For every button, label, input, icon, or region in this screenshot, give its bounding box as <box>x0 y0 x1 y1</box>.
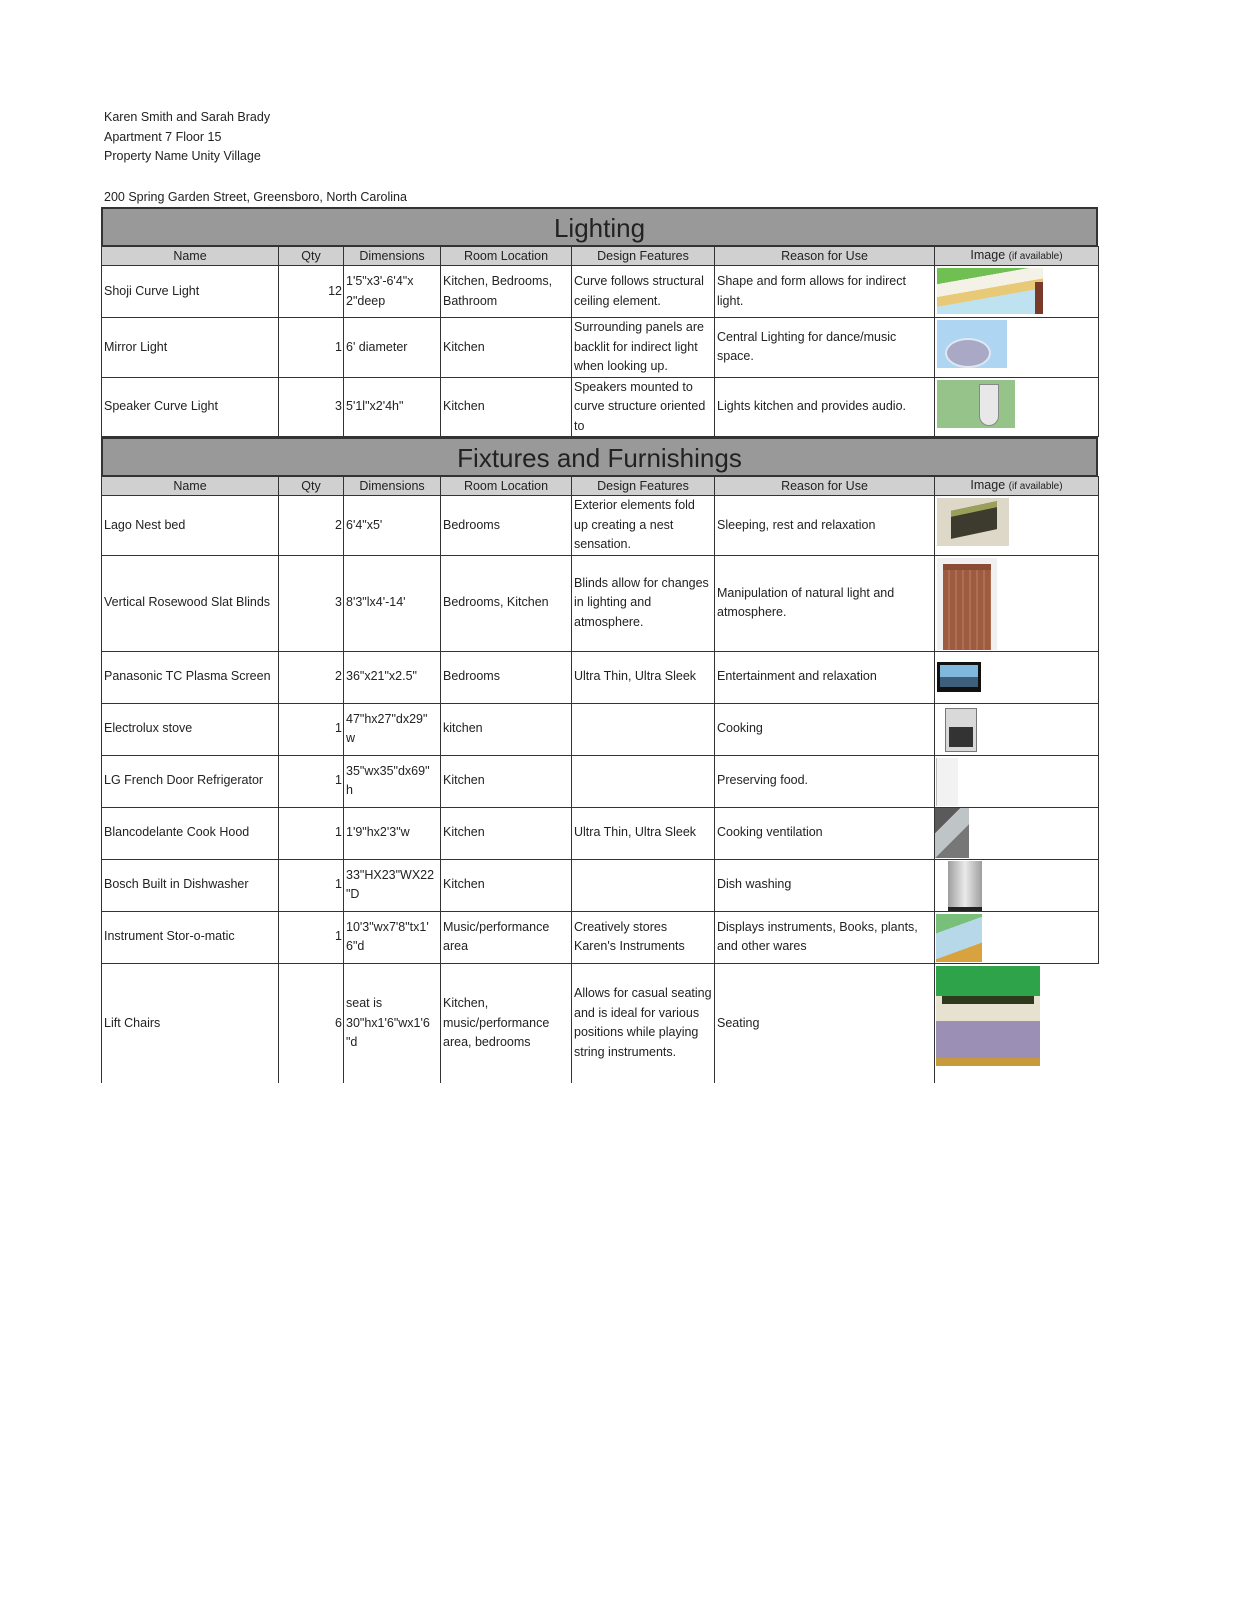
table-row <box>102 377 1099 437</box>
dishwasher-image <box>948 861 982 911</box>
stove-image <box>945 708 977 752</box>
instrument-storage-image <box>936 914 982 962</box>
item-image-cell <box>935 963 1099 1083</box>
item-qty: 1 <box>279 318 344 378</box>
item-image-cell <box>935 755 1099 807</box>
item-design: Allows for casual seating and is ideal for various positions while playing string instruments. <box>572 963 715 1083</box>
lighting-table <box>101 246 1099 437</box>
col-dimensions: Dimensions <box>344 477 441 496</box>
item-room: Bedrooms <box>441 651 572 703</box>
property-name: Property Name Unity Village <box>104 149 261 163</box>
item-reason: Lights kitchen and provides audio. <box>715 377 935 437</box>
item-name: Vertical Rosewood Slat Blinds <box>102 555 279 651</box>
item-dimensions: 6'4"x5' <box>344 496 441 556</box>
item-dimensions: 1'5"x3'-6'4"x 2"deep <box>344 266 441 318</box>
item-dimensions: 10'3"wx7'8"tx1' 6"d <box>344 911 441 963</box>
item-name: Lago Nest bed <box>102 496 279 556</box>
col-image: Image (if available) <box>935 477 1099 496</box>
table-row <box>102 807 1099 859</box>
item-reason: Preserving food. <box>715 755 935 807</box>
item-qty: 2 <box>279 651 344 703</box>
item-dimensions: 5'1l"x2'4h" <box>344 377 441 437</box>
item-reason: Seating <box>715 963 935 1083</box>
lago-nest-bed-image <box>937 498 1009 546</box>
section-title-fixtures: Fixtures and Furnishings <box>101 437 1098 476</box>
item-name: LG French Door Refrigerator <box>102 755 279 807</box>
client-info <box>104 108 407 207</box>
item-image-cell <box>935 651 1099 703</box>
rosewood-blinds-image <box>937 558 997 650</box>
item-design: Blinds allow for changes in lighting and atmosphere. <box>572 555 715 651</box>
item-qty: 1 <box>279 859 344 911</box>
item-image-cell <box>935 911 1099 963</box>
item-reason: Sleeping, rest and relaxation <box>715 496 935 556</box>
item-image-cell <box>935 496 1099 556</box>
item-image-cell <box>935 377 1099 437</box>
col-name: Name <box>102 477 279 496</box>
item-design <box>572 703 715 755</box>
item-room: Music/performance area <box>441 911 572 963</box>
apartment-floor: Apartment 7 Floor 15 <box>104 129 222 144</box>
table-row <box>102 651 1099 703</box>
col-design: Design Features <box>572 247 715 266</box>
item-room: Bedrooms <box>441 496 572 556</box>
item-qty: 1 <box>279 807 344 859</box>
item-dimensions: 47"hx27"dx29" w <box>344 703 441 755</box>
col-qty: Qty <box>279 247 344 266</box>
item-design <box>572 755 715 807</box>
item-room: Kitchen <box>441 807 572 859</box>
item-image-cell <box>935 555 1099 651</box>
item-design: Ultra Thin, Ultra Sleek <box>572 807 715 859</box>
spec-sheet <box>101 207 1098 1083</box>
plasma-screen-image <box>937 662 981 692</box>
col-room: Room Location <box>441 477 572 496</box>
lift-chairs-image <box>936 966 1040 1066</box>
header-row <box>102 477 1099 496</box>
item-name: Speaker Curve Light <box>102 377 279 437</box>
shoji-curve-light-image <box>937 268 1043 314</box>
col-design: Design Features <box>572 477 715 496</box>
item-reason: Cooking ventilation <box>715 807 935 859</box>
item-room: Kitchen <box>441 755 572 807</box>
item-name: Panasonic TC Plasma Screen <box>102 651 279 703</box>
col-dimensions: Dimensions <box>344 247 441 266</box>
item-dimensions: 36"x21"x2.5" <box>344 651 441 703</box>
item-qty: 6 <box>279 963 344 1083</box>
item-image-cell <box>935 266 1099 318</box>
item-dimensions: 8'3"lx4'-14' <box>344 555 441 651</box>
item-room: Kitchen <box>441 318 572 378</box>
item-dimensions: 33"HX23"WX22 "D <box>344 859 441 911</box>
item-reason: Cooking <box>715 703 935 755</box>
item-design: Ultra Thin, Ultra Sleek <box>572 651 715 703</box>
item-design: Speakers mounted to curve structure oriented to <box>572 377 715 437</box>
col-name: Name <box>102 247 279 266</box>
item-image-cell <box>935 807 1099 859</box>
item-room: Kitchen, music/performance area, bedrooms <box>441 963 572 1083</box>
col-reason: Reason for Use <box>715 247 935 266</box>
item-room: Bedrooms, Kitchen <box>441 555 572 651</box>
item-dimensions: 1'9"hx2'3"w <box>344 807 441 859</box>
item-room: Kitchen <box>441 859 572 911</box>
fixtures-table <box>101 476 1099 1083</box>
item-reason: Central Lighting for dance/music space. <box>715 318 935 378</box>
table-row <box>102 963 1099 1083</box>
item-reason: Displays instruments, Books, plants, and other wares <box>715 911 935 963</box>
item-qty: 2 <box>279 496 344 556</box>
section-title-lighting: Lighting <box>101 207 1098 246</box>
item-design: Creatively stores Karen's Instruments <box>572 911 715 963</box>
item-image-cell <box>935 859 1099 911</box>
refrigerator-image <box>936 758 958 806</box>
table-row <box>102 911 1099 963</box>
item-design <box>572 859 715 911</box>
col-reason: Reason for Use <box>715 477 935 496</box>
item-dimensions: 35"wx35"dx69" h <box>344 755 441 807</box>
table-row <box>102 496 1099 556</box>
table-row <box>102 555 1099 651</box>
col-room: Room Location <box>441 247 572 266</box>
client-names: Karen Smith and Sarah Brady <box>104 110 271 124</box>
mirror-light-image <box>937 320 1007 368</box>
item-design: Exterior elements fold up creating a nest sensation. <box>572 496 715 556</box>
item-name: Lift Chairs <box>102 963 279 1083</box>
address: 200 Spring Garden Street, Greensboro, North Carolina <box>104 189 407 204</box>
item-qty: 3 <box>279 377 344 437</box>
table-row <box>102 859 1099 911</box>
item-name: Mirror Light <box>102 318 279 378</box>
cook-hood-image <box>935 808 969 858</box>
item-dimensions: seat is 30"hx1'6"wx1'6 "d <box>344 963 441 1083</box>
header-row <box>102 247 1099 266</box>
item-name: Electrolux stove <box>102 703 279 755</box>
item-reason: Manipulation of natural light and atmosphere. <box>715 555 935 651</box>
item-qty: 12 <box>279 266 344 318</box>
item-design: Surrounding panels are backlit for indirect light when looking up. <box>572 318 715 378</box>
col-image: Image (if available) <box>935 247 1099 266</box>
item-name: Shoji Curve Light <box>102 266 279 318</box>
item-name: Bosch Built in Dishwasher <box>102 859 279 911</box>
item-reason: Shape and form allows for indirect light. <box>715 266 935 318</box>
speaker-curve-light-image <box>937 380 1015 428</box>
item-reason: Entertainment and relaxation <box>715 651 935 703</box>
item-room: kitchen <box>441 703 572 755</box>
table-row <box>102 318 1099 378</box>
col-qty: Qty <box>279 477 344 496</box>
table-row <box>102 755 1099 807</box>
item-room: Kitchen <box>441 377 572 437</box>
item-qty: 1 <box>279 703 344 755</box>
table-row <box>102 703 1099 755</box>
item-qty: 1 <box>279 755 344 807</box>
item-design: Curve follows structural ceiling element. <box>572 266 715 318</box>
item-reason: Dish washing <box>715 859 935 911</box>
item-dimensions: 6' diameter <box>344 318 441 378</box>
item-image-cell <box>935 318 1099 378</box>
item-name: Instrument Stor-o-matic <box>102 911 279 963</box>
item-image-cell <box>935 703 1099 755</box>
table-row <box>102 266 1099 318</box>
item-qty: 3 <box>279 555 344 651</box>
item-name: Blancodelante Cook Hood <box>102 807 279 859</box>
item-room: Kitchen, Bedrooms, Bathroom <box>441 266 572 318</box>
item-qty: 1 <box>279 911 344 963</box>
